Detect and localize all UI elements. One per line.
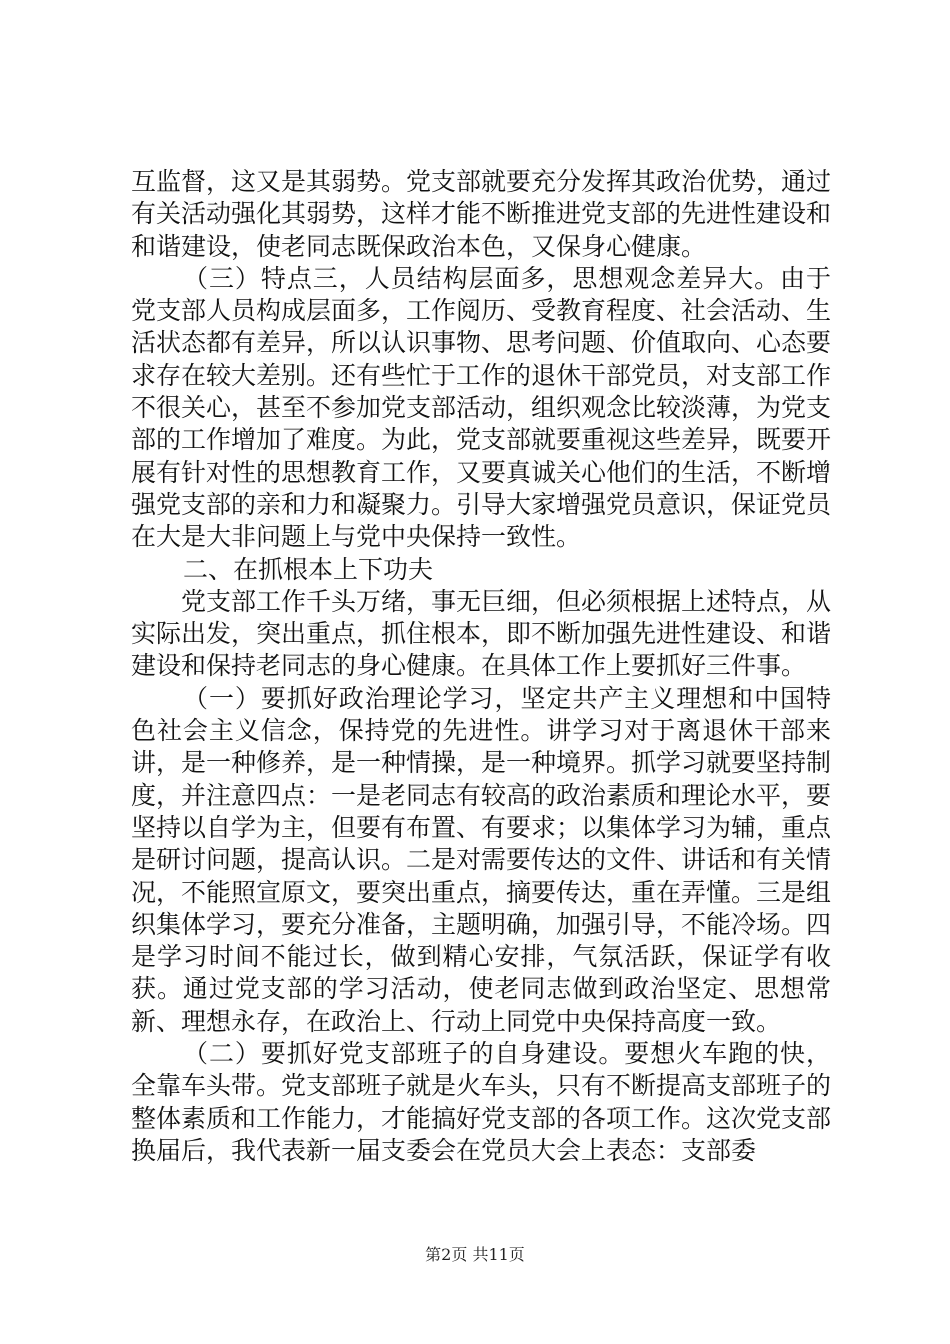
paragraph-feature-three: （三）特点三，人员结构层面多，思想观念差异大。由于党支部人员构成层面多，工作阅历、受教育程度、社会活动、生活状态都有差异，所以认识事物、思考问题、价值取向、心态要求存在较大差别。还有些忙于工作的退休干部党员，对支部工作不很关心，甚至不参加党支部活动，组织观念比较淡薄，为党支部的工作增加了难度。为此，党支部就要重视这些差异，既要开展有针对性的思想教育工作，又要真诚关心他们的生活，不断增强党支部的亲和力和凝聚力。引导大家增强党员意识，保证党员在大是大非问题上与党中央保持一致性。 — [131, 263, 832, 552]
paragraph-point-two: （二）要抓好党支部班子的自身建设。要想火车跑的快，全靠车头带。党支部班子就是火车头，只有不断提高支部班子的整体素质和工作能力，才能搞好党支部的各项工作。这次党支部换届后，我代表新一届支委会在党员大会上表态：支部委 — [131, 1039, 832, 1165]
section-heading-two: 二、在抓根本上下功夫 — [183, 554, 434, 584]
paragraph-point-one: （一）要抓好政治理论学习，坚定共产主义理想和中国特色社会主义信念，保持党的先进性。讲学习对于离退休干部来讲，是一种修养，是一种情操，是一种境界。抓学习就要坚持制度，并注意四点：一是老同志有较高的政治素质和理论水平，要坚持以自学为主，但要有布置、有要求；以集体学习为辅，重点是研讨问题，提高认识。二是对需要传达的文件、讲话和有关情况，不能照宣原文，要突出重点，摘要传达，重在弄懂。三是组织集体学习，要充分准备，主题明确，加强引导，不能冷场。四是学习时间不能过长，做到精心安排，气氛活跃，保证学有收获。通过党支部的学习活动，使老同志做到政治坚定、思想常新、理想永存，在政治上、行动上同党中央保持高度一致。 — [131, 683, 832, 1036]
page-footer: 第2页 共11页 — [425, 1245, 525, 1264]
paragraph-section-two-intro: 党支部工作千头万绪，事无巨细，但必须根据上述特点，从实际出发，突出重点，抓住根本，即不断加强先进性建设、和谐建设和保持老同志的身心健康。在具体工作上要抓好三件事。 — [131, 586, 832, 681]
paragraph-continuation: 互监督，这又是其弱势。党支部就要充分发挥其政治优势，通过有关活动强化其弱势，这样才能不断推进党支部的先进性建设和和谐建设，使老同志既保政治本色，又保身心健康。 — [131, 167, 832, 261]
document-body — [131, 166, 831, 1167]
